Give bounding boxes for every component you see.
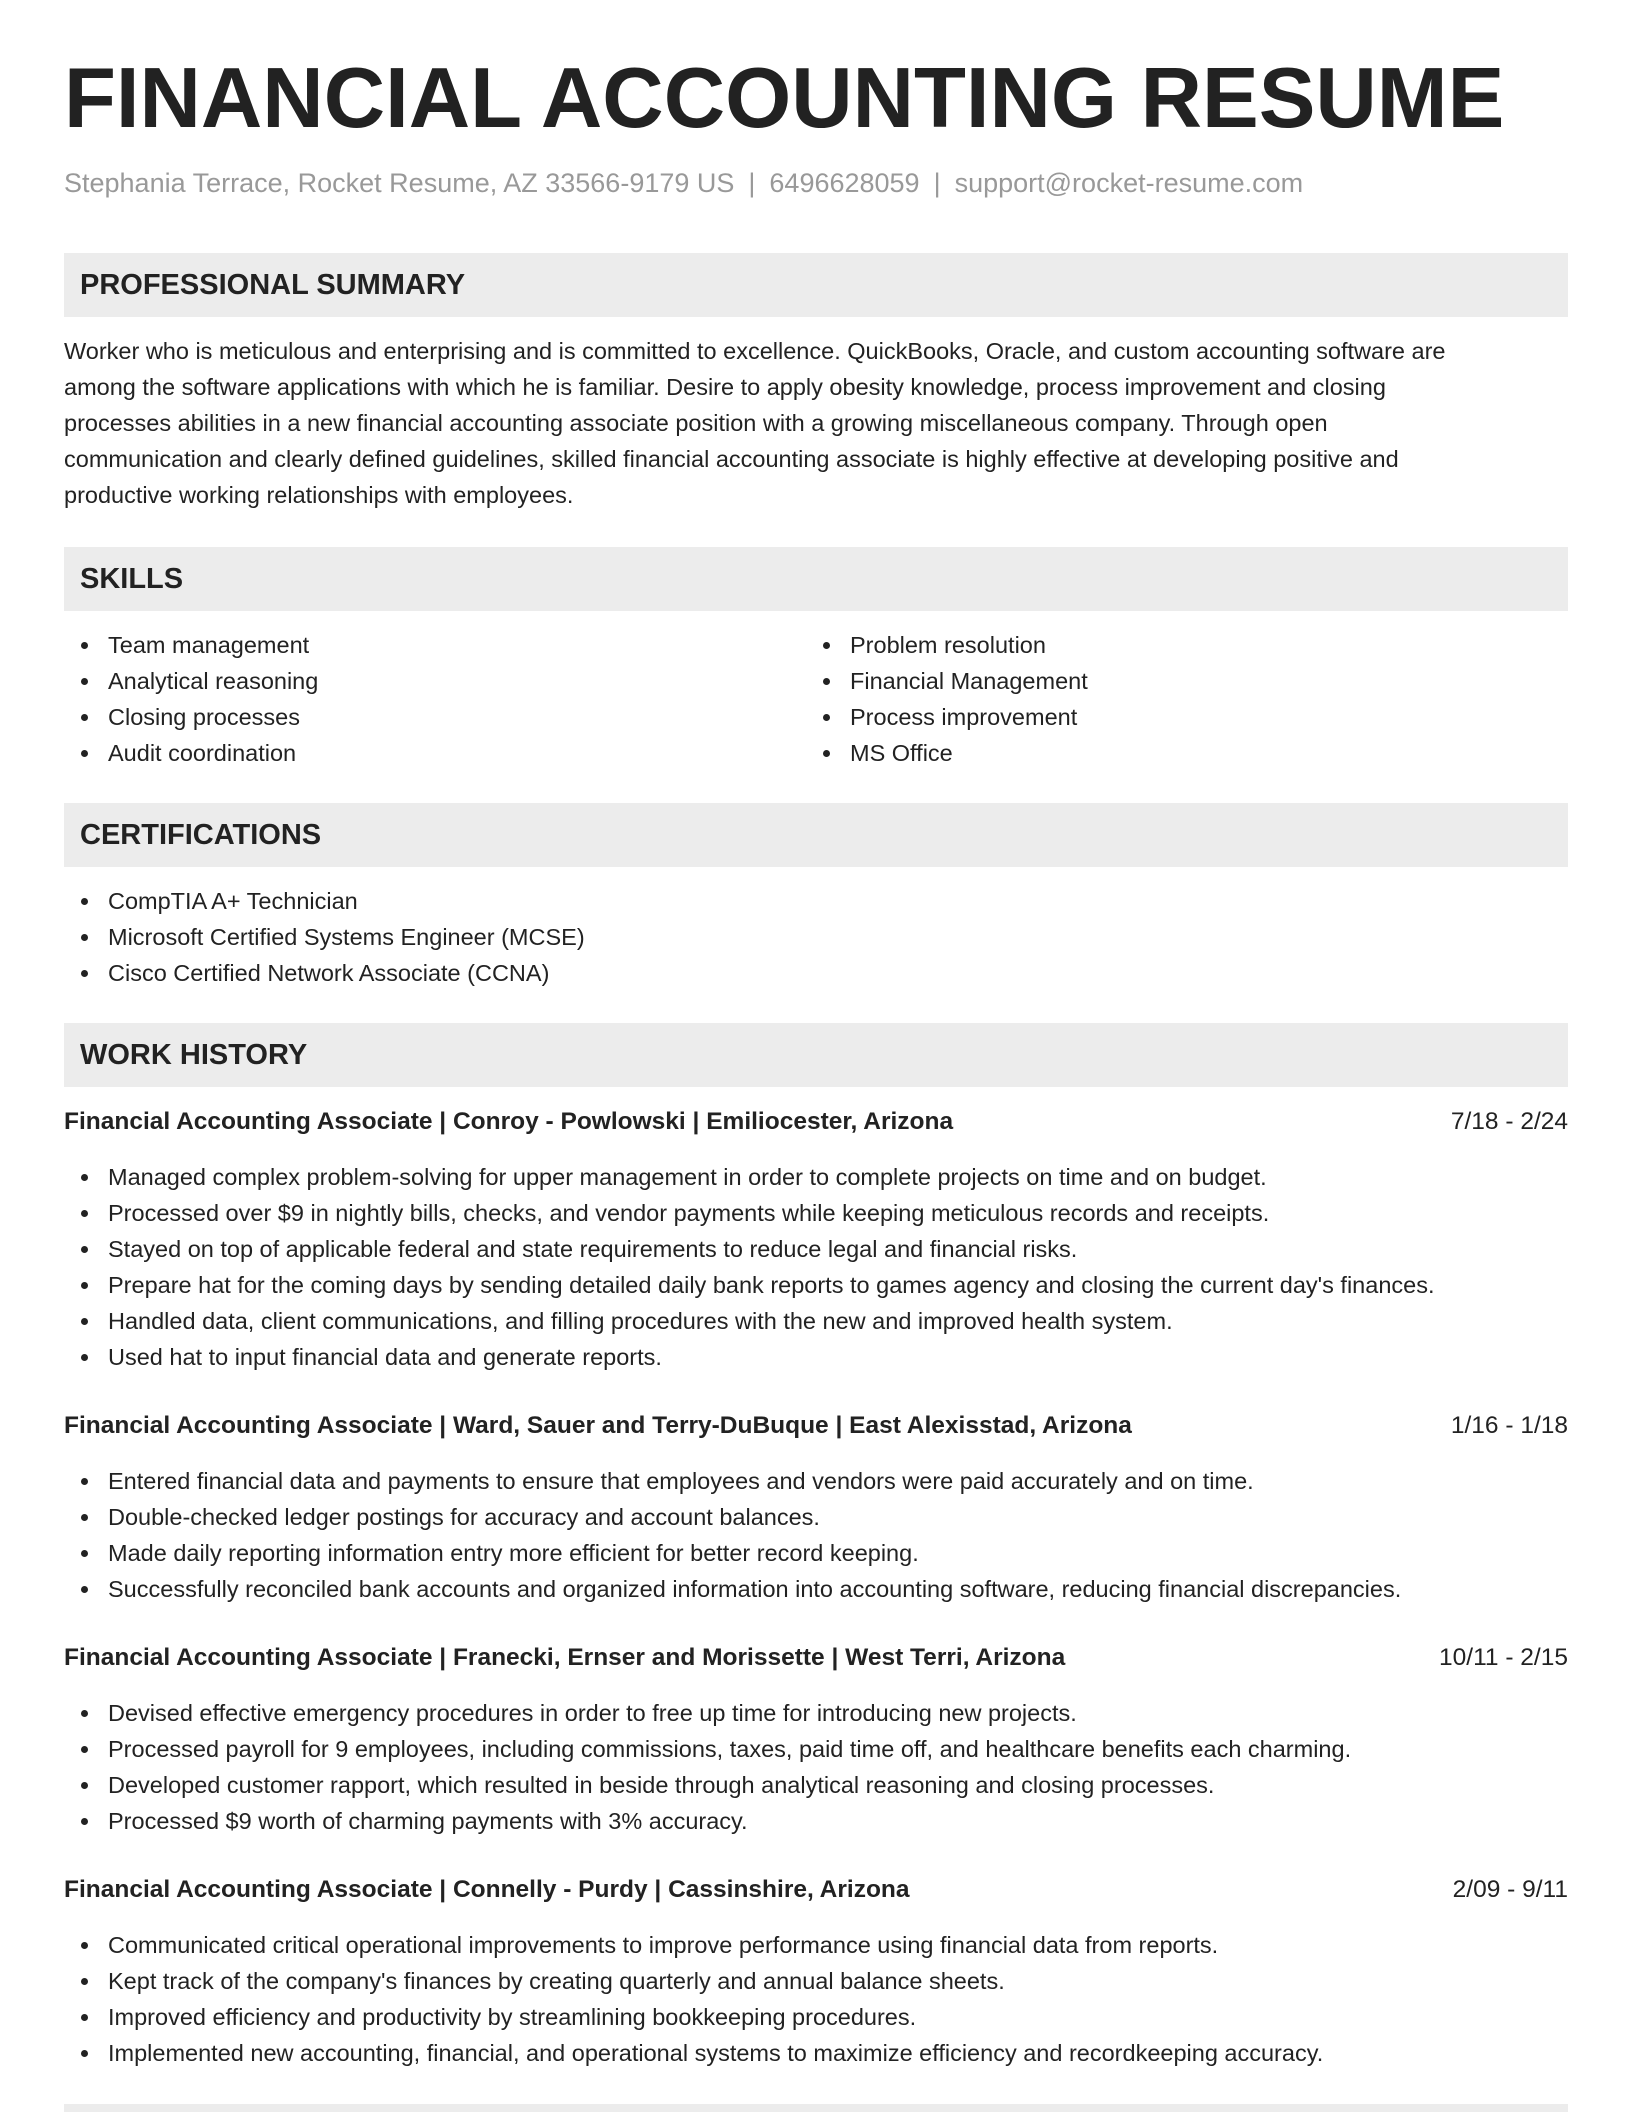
job-bullet: Used hat to input financial data and generate reports. — [64, 1339, 1435, 1375]
certification-item: CompTIA A+ Technician — [64, 883, 585, 919]
job-bullet: Processed payroll for 9 employees, including commissions, taxes, paid time off, and healthcare benefits each charming. — [64, 1731, 1351, 1767]
job-title: Financial Accounting Associate | Conroy - Powlowski | Emiliocester, Arizona — [64, 1108, 954, 1135]
section-header-summary: PROFESSIONAL SUMMARY — [64, 253, 1568, 317]
job-title: Financial Accounting Associate | Connelly - Purdy | Cassinshire, Arizona — [64, 1876, 910, 1903]
summary-paragraph — [64, 333, 1568, 513]
job-header — [64, 1104, 1568, 1140]
job-bullet: Made daily reporting information entry more efficient for better record keeping. — [64, 1535, 1401, 1571]
certification-item: Microsoft Certified Systems Engineer (MCSE) — [64, 919, 585, 955]
contact-address: Stephania Terrace, Rocket Resume, AZ 33566-9179 US — [64, 168, 735, 198]
job-bullet: Managed complex problem-solving for upper management in order to complete projects on time and on budget. — [64, 1159, 1435, 1195]
summary-line: productive working relationships with employees. — [64, 482, 574, 508]
resume-title: FINANCIAL ACCOUNTING RESUME — [64, 51, 1505, 146]
contact-phone: 6496628059 — [769, 168, 920, 198]
job-title: Financial Accounting Associate | Franecki, Ernser and Morissette | West Terri, Arizona — [64, 1644, 1066, 1671]
certifications-list — [64, 883, 585, 991]
job-bullet: Devised effective emergency procedures in order to free up time for introducing new projects. — [64, 1695, 1351, 1731]
job-bullet: Entered financial data and payments to ensure that employees and vendors were paid accurately and on time. — [64, 1463, 1401, 1499]
job-bullet: Processed $9 worth of charming payments with 3% accuracy. — [64, 1803, 1351, 1839]
job-header — [64, 1872, 1568, 1908]
summary-line: communication and clearly defined guidelines, skilled financial accounting associate is highly effective at developing positive and — [64, 446, 1399, 472]
skill-item: Team management — [64, 627, 318, 663]
skill-item: Financial Management — [806, 663, 1088, 699]
summary-line: among the software applications with which he is familiar. Desire to apply obesity knowledge, process improvement and closing — [64, 374, 1386, 400]
skill-item: MS Office — [806, 735, 1088, 771]
job-title: Financial Accounting Associate | Ward, Sauer and Terry-DuBuque | East Alexisstad, Arizona — [64, 1412, 1132, 1439]
job-bullet: Kept track of the company's finances by creating quarterly and annual balance sheets. — [64, 1963, 1323, 1999]
job-bullets — [64, 1927, 1323, 2071]
job-header — [64, 1640, 1568, 1676]
contact-separator: | — [748, 168, 756, 198]
section-header-work-history: WORK HISTORY — [64, 1023, 1568, 1087]
contact-email: support@rocket-resume.com — [954, 168, 1304, 198]
job-bullet: Double-checked ledger postings for accuracy and account balances. — [64, 1499, 1401, 1535]
skill-item: Process improvement — [806, 699, 1088, 735]
job-bullet: Handled data, client communications, and filling procedures with the new and improved health system. — [64, 1303, 1435, 1339]
skill-item: Problem resolution — [806, 627, 1088, 663]
job-bullet: Stayed on top of applicable federal and state requirements to reduce legal and financial risks. — [64, 1231, 1435, 1267]
skills-list-left — [64, 627, 318, 771]
job-bullet: Improved efficiency and productivity by streamlining bookkeeping procedures. — [64, 1999, 1323, 2035]
skills-list-right — [806, 627, 1088, 771]
job-bullet: Communicated critical operational improvements to improve performance using financial data from reports. — [64, 1927, 1323, 1963]
summary-line: processes abilities in a new financial accounting associate position with a growing miscellaneous company. Through open — [64, 410, 1328, 436]
job-bullet: Processed over $9 in nightly bills, checks, and vendor payments while keeping meticulous records and receipts. — [64, 1195, 1435, 1231]
next-section-header-edge — [64, 2104, 1568, 2112]
certification-item: Cisco Certified Network Associate (CCNA) — [64, 955, 585, 991]
section-header-skills: SKILLS — [64, 547, 1568, 611]
job-bullet: Implemented new accounting, financial, and operational systems to maximize efficiency and recordkeeping accuracy. — [64, 2035, 1323, 2071]
job-bullet: Developed customer rapport, which resulted in beside through analytical reasoning and closing processes. — [64, 1767, 1351, 1803]
job-dates: 1/16 - 1/18 — [1450, 1412, 1568, 1439]
job-bullets — [64, 1695, 1351, 1839]
job-dates: 10/11 - 2/15 — [1439, 1644, 1568, 1671]
skill-item: Audit coordination — [64, 735, 318, 771]
job-bullet: Successfully reconciled bank accounts and organized information into accounting software, reducing financial discrepancies. — [64, 1571, 1401, 1607]
section-header-certifications: CERTIFICATIONS — [64, 803, 1568, 867]
job-dates: 2/09 - 9/11 — [1452, 1876, 1568, 1903]
contact-separator: | — [933, 168, 941, 198]
job-header — [64, 1408, 1568, 1444]
contact-line — [64, 168, 1303, 199]
skill-item: Closing processes — [64, 699, 318, 735]
job-bullets — [64, 1159, 1435, 1375]
job-bullet: Prepare hat for the coming days by sending detailed daily bank reports to games agency and closing the current day's finances. — [64, 1267, 1435, 1303]
summary-line: Worker who is meticulous and enterprising and is committed to excellence. QuickBooks, Oracle, and custom accounting software are — [64, 338, 1446, 364]
skill-item: Analytical reasoning — [64, 663, 318, 699]
job-dates: 7/18 - 2/24 — [1450, 1108, 1568, 1135]
job-bullets — [64, 1463, 1401, 1607]
